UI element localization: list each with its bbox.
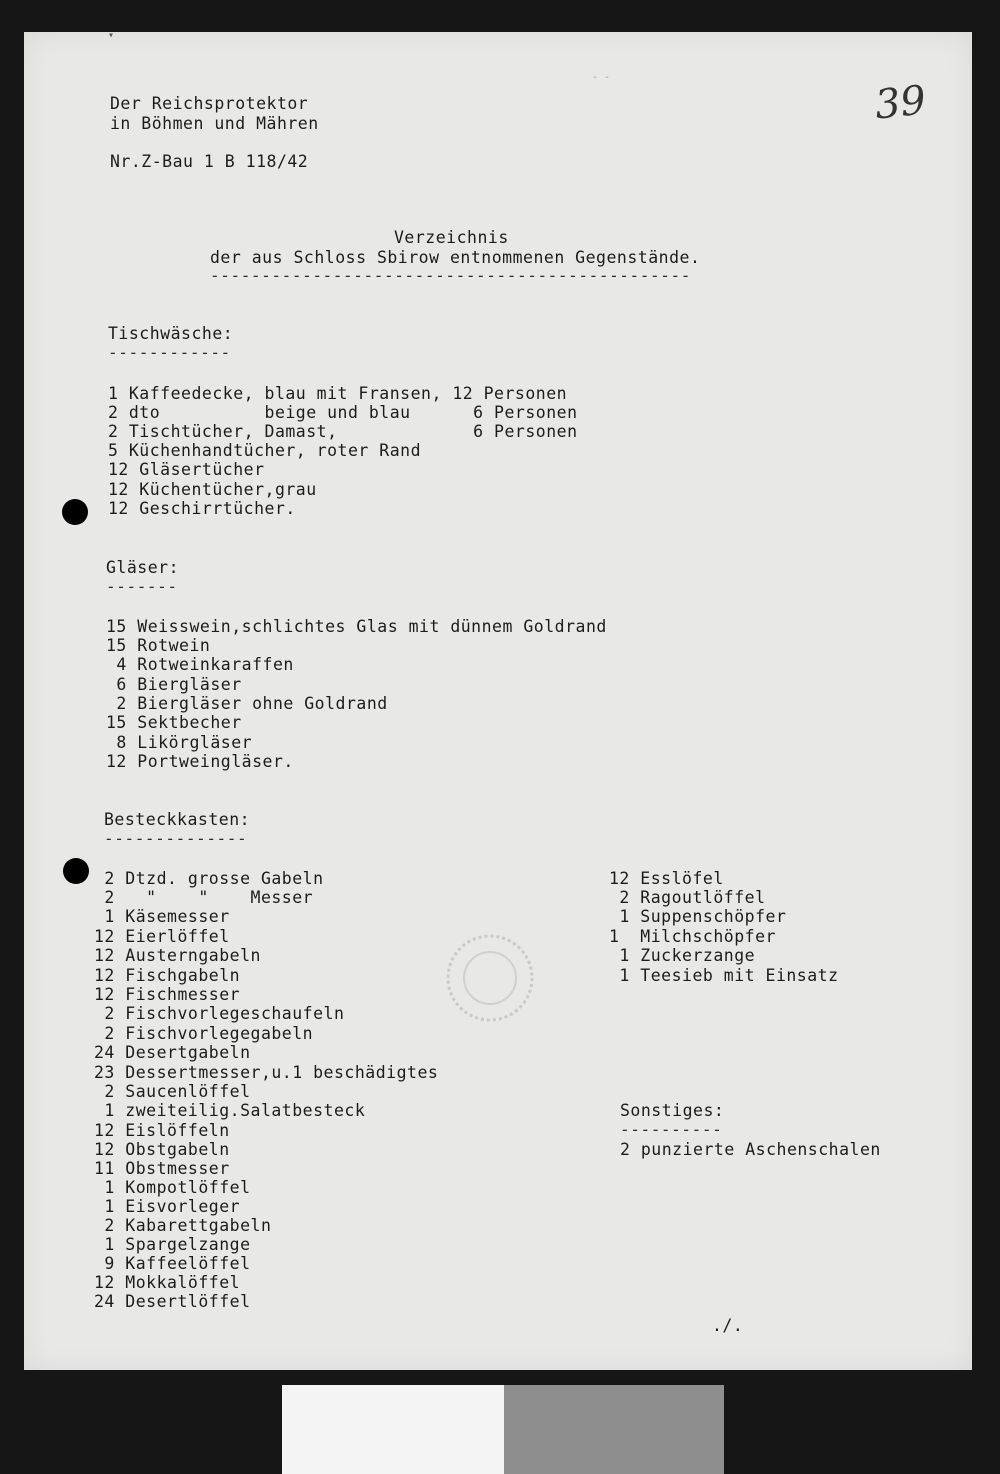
list-item: 2 " " Messer [94, 888, 314, 907]
list-item: 2 Kabarettgabeln [94, 1216, 272, 1235]
list-item: 1 zweiteilig.Salatbesteck [94, 1101, 366, 1120]
list-item: 5 Küchenhandtücher, roter Rand [108, 441, 422, 460]
section-heading-tischwaesche: Tischwäsche: [108, 324, 234, 343]
list-item: 12 Fischgabeln [94, 966, 241, 985]
reference-number: Nr.Z-Bau 1 B 118/42 [110, 152, 309, 171]
list-item: 12 Esslöfel [609, 869, 724, 888]
list-item: 11 Obstmesser [94, 1159, 230, 1178]
list-item: 12 Eislöffeln [94, 1121, 230, 1140]
list-item: 1 Käsemesser [94, 907, 230, 926]
document-title: Verzeichnis [394, 228, 509, 247]
list-item: 2 Fischvorlegegabeln [94, 1024, 314, 1043]
punch-hole-lower [63, 858, 89, 884]
list-item: 2 punzierte Aschenschalen [620, 1140, 881, 1159]
section-heading-besteckkasten: Besteckkasten: [104, 810, 251, 829]
list-item: 1 Suppenschöpfer [609, 907, 787, 926]
list-item: 23 Dessertmesser,u.1 beschädigtes [94, 1063, 439, 1082]
list-item: 1 Kaffeedecke, blau mit Fransen, 12 Personen [108, 384, 568, 403]
pencil-mark: - - [592, 72, 611, 83]
continuation-mark: ./. [712, 1316, 744, 1335]
page-number-handwritten: 39 [872, 77, 929, 129]
list-item: 15 Rotwein [106, 636, 211, 655]
document-page [24, 32, 972, 1370]
list-item: 24 Desertgabeln [94, 1043, 251, 1062]
list-item: 6 Biergläser [106, 675, 242, 694]
document-subtitle: der aus Schloss Sbirow entnommenen Gegenstände. [210, 248, 701, 267]
calibration-grey [504, 1385, 724, 1474]
list-item: 1 Milchschöpfer [609, 927, 776, 946]
calibration-white [282, 1385, 504, 1474]
section-underline: -------------- [104, 829, 248, 848]
section-heading-sonstiges: Sonstiges: [620, 1101, 725, 1120]
list-item: 2 Ragoutlöffel [609, 888, 766, 907]
list-item: 12 Küchentücher,grau [108, 480, 317, 499]
list-item: 2 dto beige und blau 6 Personen [108, 403, 578, 422]
list-item: 15 Weisswein,schlichtes Glas mit dünnem Goldrand [106, 617, 607, 636]
list-item: 1 Spargelzange [94, 1235, 251, 1254]
list-item: 2 Biergläser ohne Goldrand [106, 694, 388, 713]
list-item: 1 Teesieb mit Einsatz [609, 966, 839, 985]
list-item: 2 Dtzd. grosse Gabeln [94, 869, 324, 888]
list-item: 2 Fischvorlegeschaufeln [94, 1004, 345, 1023]
faint-stamp [444, 932, 536, 1024]
title-underline: ----------------------------------------------- [210, 266, 691, 285]
list-item: 4 Rotweinkaraffen [106, 655, 294, 674]
list-item: 1 Eisvorleger [94, 1197, 241, 1216]
list-item: 12 Portweingläser. [106, 752, 294, 771]
punch-hole-upper [62, 499, 88, 525]
list-item: 12 Mokkalöffel [94, 1273, 241, 1292]
sender-line-2: in Böhmen und Mähren [110, 114, 319, 133]
list-item: 12 Obstgabeln [94, 1140, 230, 1159]
list-item: 2 Tischtücher, Damast, 6 Personen [108, 422, 578, 441]
list-item: 9 Kaffeelöffel [94, 1254, 251, 1273]
list-item: 12 Gläsertücher [108, 460, 265, 479]
staple-mark: ▾ [108, 30, 115, 41]
list-item: 12 Eierlöffel [94, 927, 230, 946]
section-underline: ---------- [620, 1120, 723, 1139]
section-underline: ------- [106, 577, 178, 596]
list-item: 1 Zuckerzange [609, 946, 756, 965]
list-item: 2 Saucenlöffel [94, 1082, 251, 1101]
sender-line-1: Der Reichsprotektor [110, 94, 309, 113]
list-item: 15 Sektbecher [106, 713, 242, 732]
section-underline: ------------ [108, 343, 231, 362]
list-item: 12 Geschirrtücher. [108, 499, 296, 518]
list-item: 8 Likörgläser [106, 733, 253, 752]
list-item: 24 Desertlöffel [94, 1292, 251, 1311]
list-item: 12 Fischmesser [94, 985, 241, 1004]
list-item: 12 Austerngabeln [94, 946, 261, 965]
list-item: 1 Kompotlöffel [94, 1178, 251, 1197]
section-heading-glaeser: Gläser: [106, 558, 180, 577]
